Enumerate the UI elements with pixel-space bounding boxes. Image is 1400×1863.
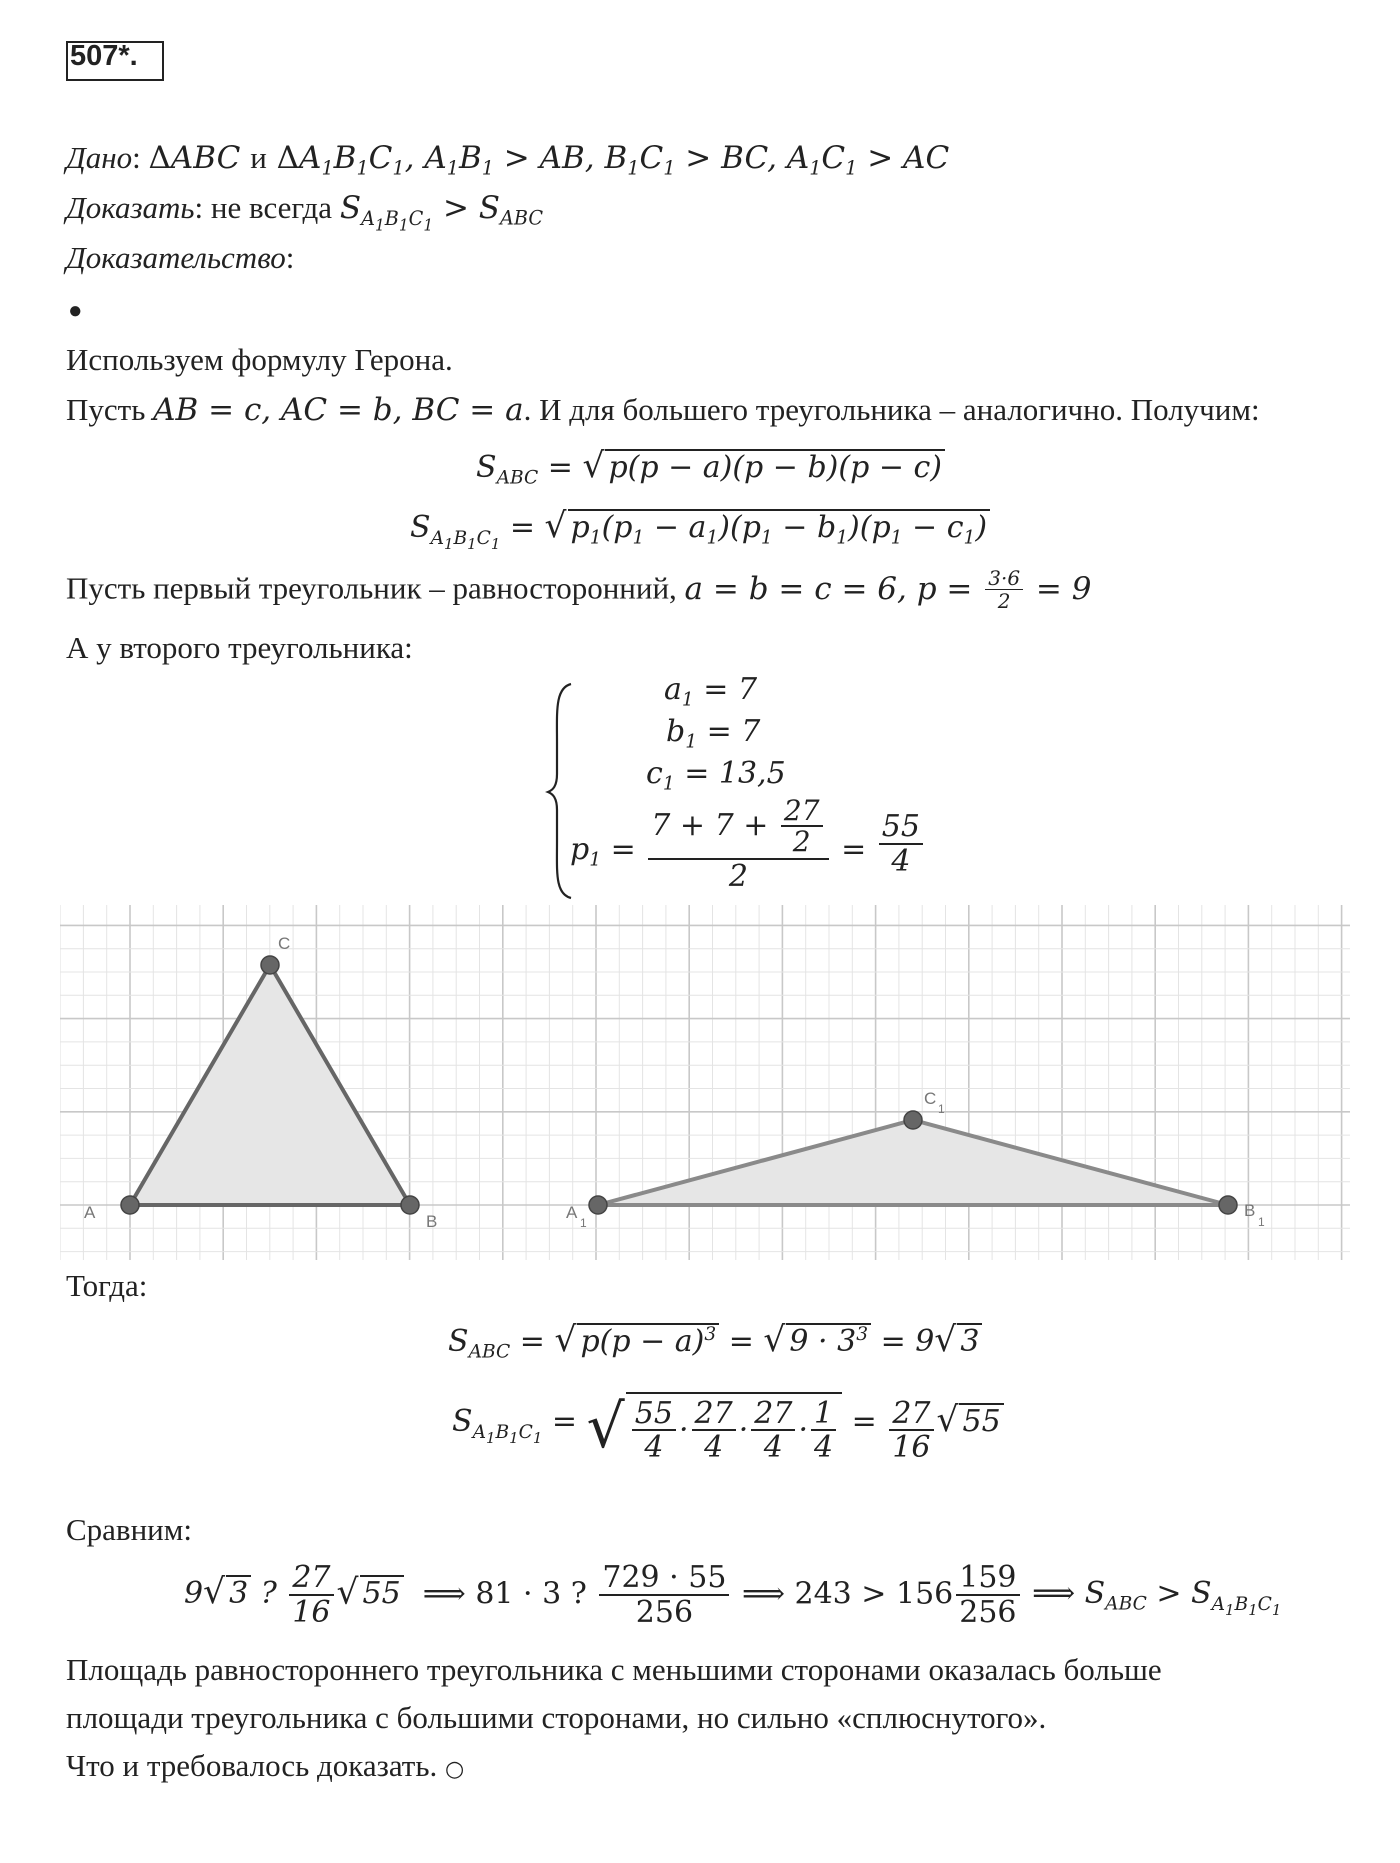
label-c: C: [278, 934, 291, 953]
problem-number: 507*.: [70, 40, 138, 72]
label-b1: B: [1244, 1201, 1256, 1220]
triangle-a1b1c1: [598, 1120, 1228, 1205]
compare-formula: 9√ 3 ? $\frac{27}{16}$ √ 55 ⟹ 81 · 3 ? $\frac{729 \cdot 55}{256}$ ⟹ 243 > 156 $\frac{159}{256}$ ⟹ $S_{ABC} > S_{A_1B_1C_1}$: [184, 1560, 1282, 1630]
label-a: A: [84, 1203, 96, 1222]
line-let: Пусть AB = c, AC = b, BC = a. И для большего треугольника – аналогично. Получим:: [66, 392, 1260, 428]
system-c1: $c_1 = 13,5$: [646, 756, 786, 795]
prove-label: Доказать: [66, 190, 195, 225]
given-line: Дано: ΔABC и $\Delta A_1B_1C_1$, $A_1B_1$ > AB, $B_1C_1$ > BC, $A_1C_1$ > AC: [66, 140, 950, 180]
point-b: [401, 1196, 419, 1214]
qed-line: Что и требовалось доказать. ○: [66, 1748, 465, 1783]
heron-formula-2: $S_{A_1B_1C_1}$ = √ $p_1(p_1 - a_1)(p_1 - b_1)(p_1 - c_1)$: [410, 506, 990, 546]
point-a1: [589, 1196, 607, 1214]
then-label: Тогда:: [66, 1268, 148, 1303]
prove-line: Доказать: не всегда $S_{A_1B_1C_1} > S_{ABC}$: [66, 190, 544, 235]
line-first-triangle: Пусть первый треугольник – равносторонний, a = b = c = 6, p = $\frac{3\cdot 6}{2}$ = 9: [66, 566, 1092, 613]
label-a1: A: [566, 1203, 578, 1222]
label-b1-sub: 1: [1258, 1215, 1265, 1229]
point-c1: [904, 1111, 922, 1129]
point-c: [261, 956, 279, 974]
system-b1: $b_1 = 7$: [666, 714, 761, 753]
triangles-figure: [60, 905, 1350, 1260]
system-a1: $a_1 = 7$: [664, 672, 758, 711]
triangle-abc: [130, 965, 410, 1205]
system-p1: $p_1$ = 7 + 7 + $\frac{27}{2}$ 2 = $\frac{55}{4}$: [570, 796, 926, 893]
label-b: B: [426, 1212, 438, 1231]
area-abc-formula: $S_{ABC}$ = √ $p(p - a)^3$ = √ $9 \cdot 3^3 = 9√$ 3: [448, 1320, 982, 1360]
label-a1-sub: 1: [580, 1216, 587, 1230]
line-second: А у второго треугольника:: [66, 630, 413, 665]
label-c1-sub: 1: [938, 1102, 945, 1116]
area-a1b1c1-formula: $S_{A_1B_1C_1}$ = √ $\frac{55}{4}$ · $\frac{27}{4}$ · $\frac{27}{4}$ · $\frac{1}{4}$ = $\frac{27}{16}$ √ 55: [452, 1384, 1004, 1464]
label-c1: C: [924, 1089, 937, 1108]
point-b1: [1219, 1196, 1237, 1214]
bullet: ●: [68, 298, 83, 324]
point-a: [121, 1196, 139, 1214]
prove-formula: $S_{A_1B_1C_1} > S_{ABC}$: [339, 190, 544, 235]
conclusion-line-2: площади треугольника с большими сторонами, но сильно «сплюснутого».: [66, 1700, 1047, 1735]
heron-formula-1: $S_{ABC}$ = √ p(p − a)(p − b)(p − c): [476, 446, 945, 486]
conclusion-line-1: Площадь равностороннего треугольника с меньшими сторонами оказалась больше: [66, 1652, 1162, 1687]
qed-mark: ○: [445, 1757, 465, 1782]
line-heron: Используем формулу Герона.: [66, 342, 453, 377]
given-formula: ΔABC и $\Delta A_1B_1C_1$, $A_1B_1$ > AB, $B_1C_1$ > BC, $A_1C_1$ > AC: [148, 140, 950, 180]
first-triangle-formula: a = b = c = 6, p = $\frac{3\cdot 6}{2}$ = 9: [684, 566, 1092, 613]
compare-label: Сравним:: [66, 1512, 192, 1547]
let-formula: AB = c, AC = b, BC = a: [153, 392, 524, 428]
given-label: Дано: [66, 140, 133, 175]
proof-heading: Доказательство:: [66, 240, 295, 275]
